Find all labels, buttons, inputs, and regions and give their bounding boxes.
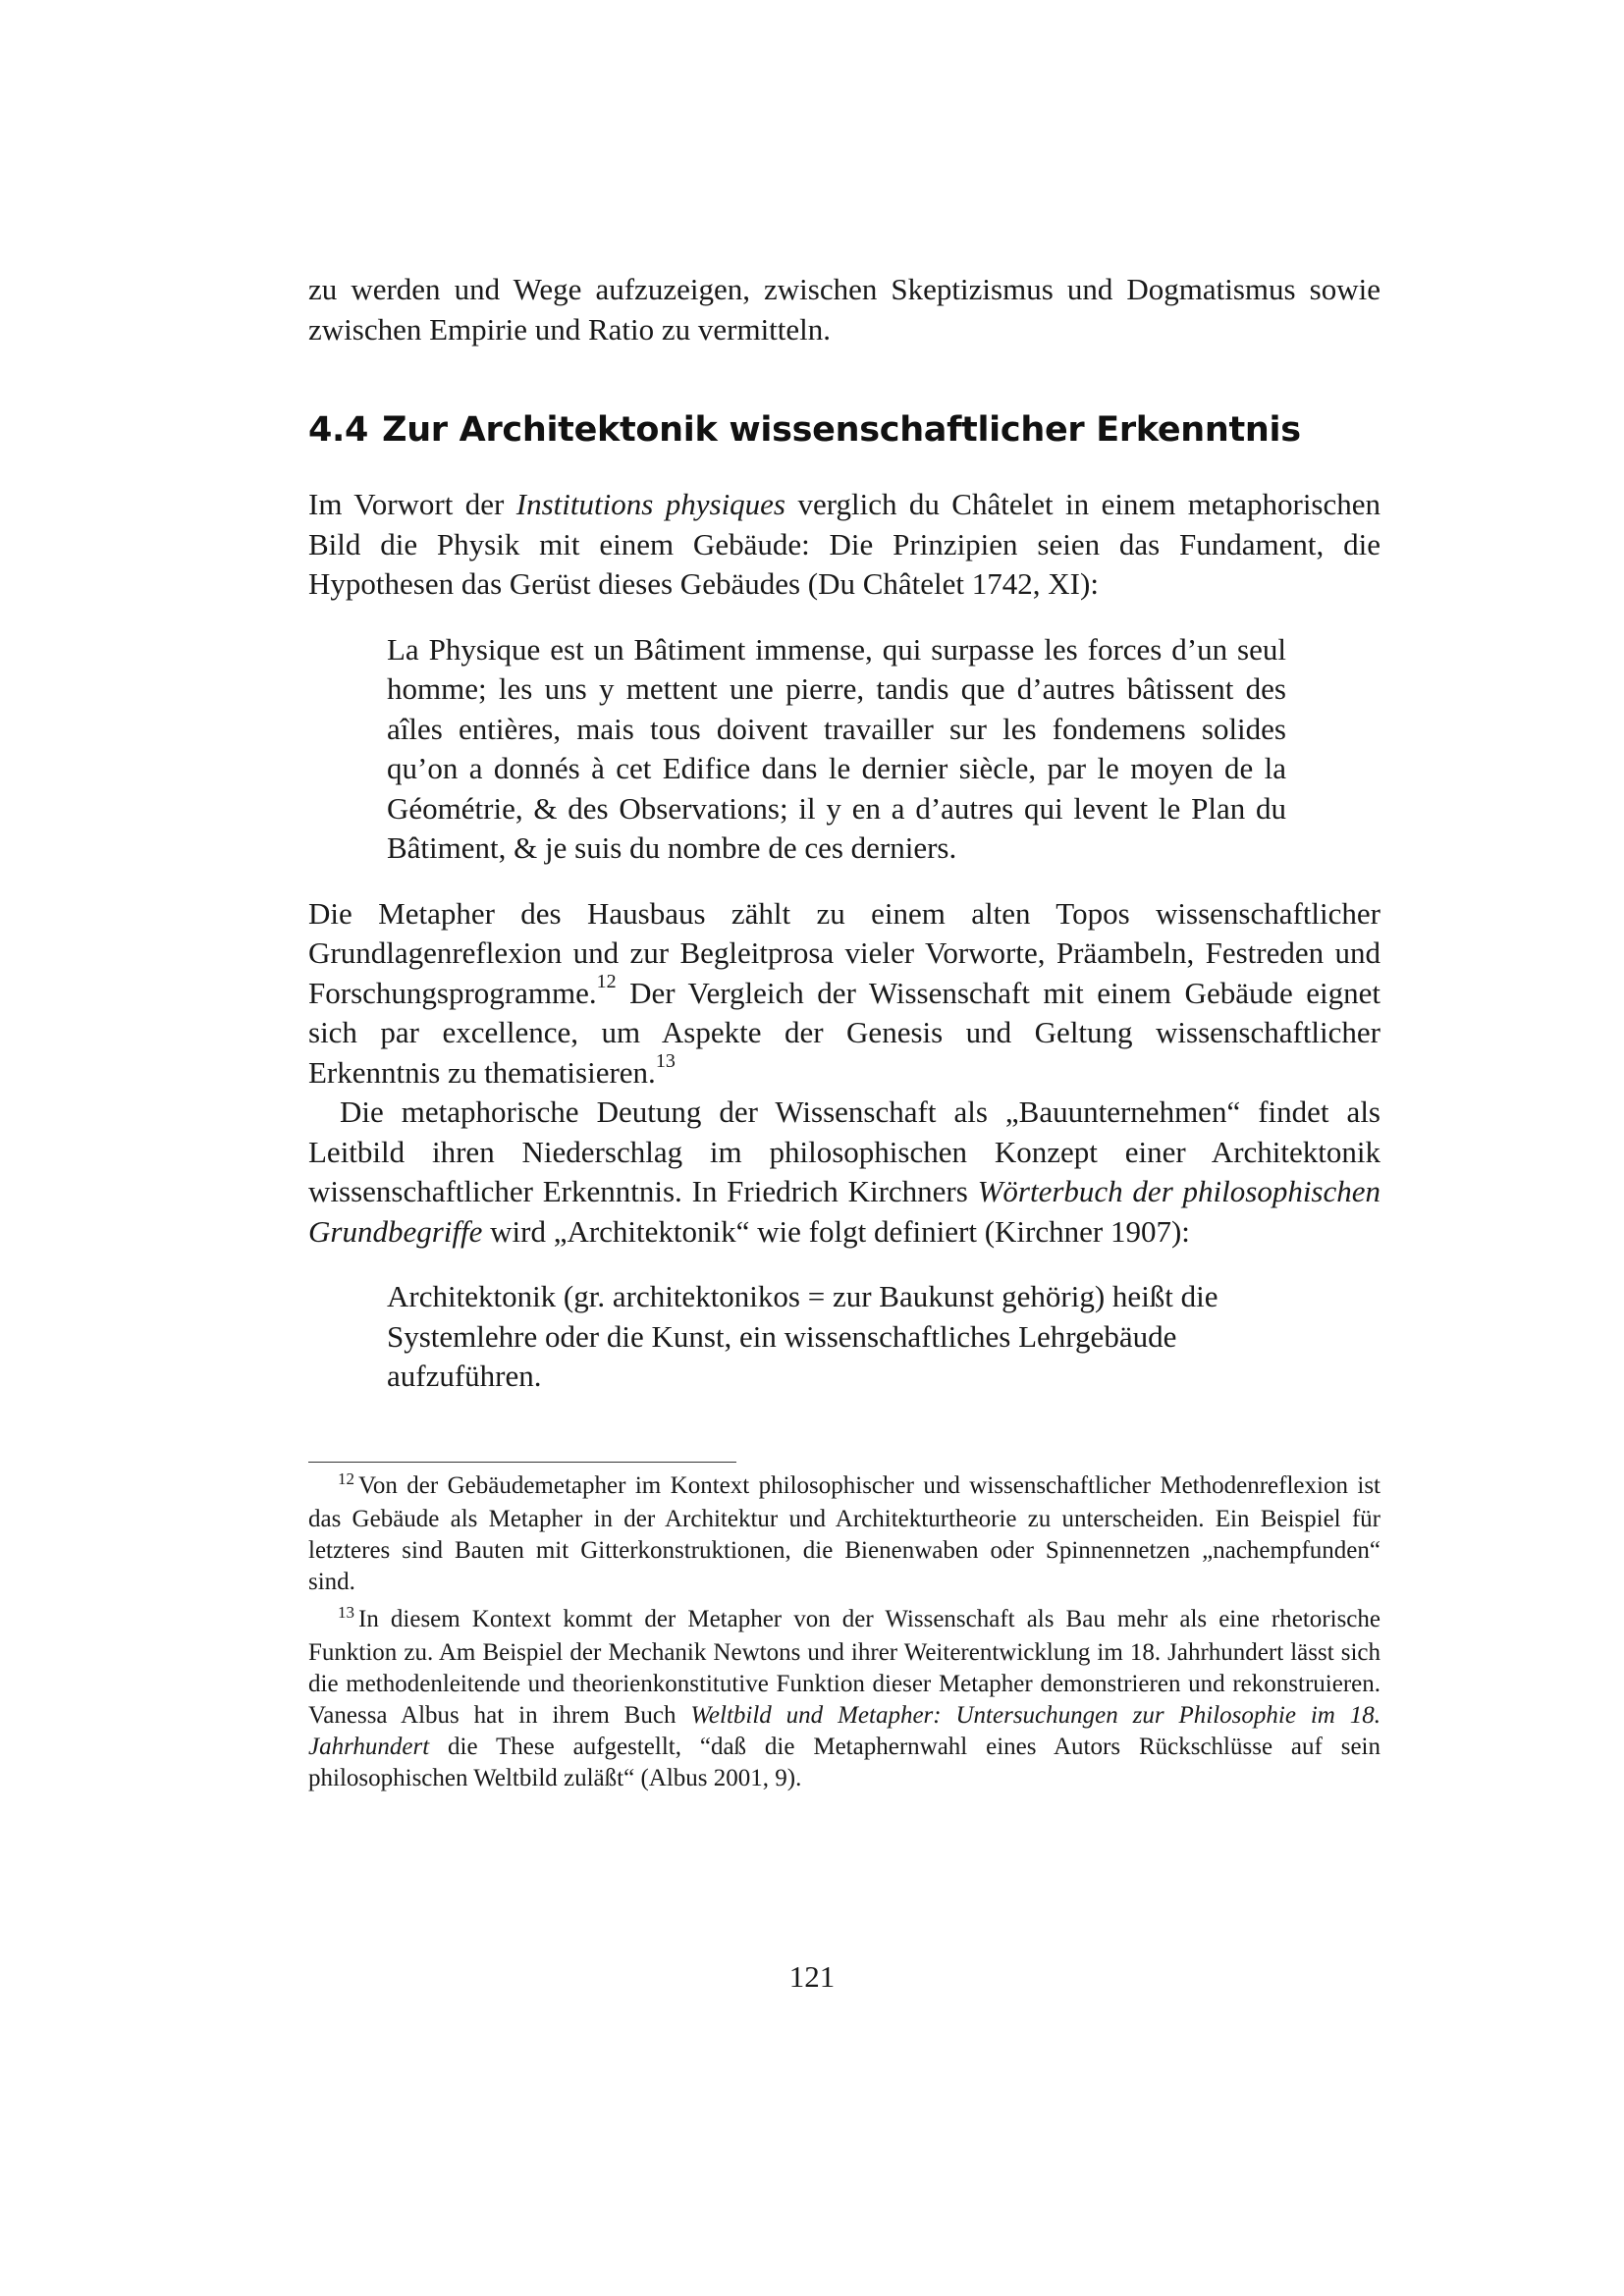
title-institutions-physiques: Institutions physiques xyxy=(515,487,786,521)
footnote-ref-13[interactable]: 13 xyxy=(655,1050,676,1073)
paragraph-vorwort-after: verglich du Châtelet in einem metaphorischen Bild die Physik mit einem Gebäude: Die Prinzipien seien das Fundament, die Hypothesen das Gerüst dieses Gebäudes (Du Châtelet 1742, XI): xyxy=(308,487,1381,601)
footnote-text-13-before: In diesem Kontext kommt der Metapher von der Wissenschaft als Bau mehr als eine rhetorische Funktion zu. Am Beispiel der Mechanik Newtons und ihrer Weiterentwicklung im 18. Jahrhundert lässt sich die methodenleitende und theorienkonstitutive Funktion dieser Metapher demonstrieren und rekonstruieren. Vanessa Albus hat in ihrem Buch xyxy=(308,1605,1380,1729)
paragraph-architektonik xyxy=(308,1093,1380,1252)
footnote-ref-12[interactable]: 12 xyxy=(596,971,617,993)
section-title: Zur Architektonik wissenschaftlicher Erkenntnis xyxy=(382,410,1301,450)
paragraph-hausbau-part2: Der Vergleich der Wissenschaft mit einem Gebäude eignet sich par excellence, um Aspekte der Genesis und Geltung wissenschaftlicher Erkenntnis zu thematisieren. xyxy=(308,975,1380,1090)
footnote-12 xyxy=(308,1470,1380,1598)
page-number: 121 xyxy=(788,1959,836,1994)
footnote-mark-13: 13 xyxy=(338,1602,354,1622)
paragraph-vorwort xyxy=(308,485,1380,605)
paragraph-hausbau xyxy=(308,894,1380,1094)
title-woerterbuch: Wörterbuch der philosophischen Grundbegriffe xyxy=(308,1174,1381,1249)
block-quote-kirchner: Architektonik (gr. architektonikos = zur Baukunst gehörig) heißt die Systemlehre oder die Kunst, ein wissenschaftliches Lehrgebäude aufzuführen. xyxy=(387,1279,1218,1393)
footnote-text-12: Von der Gebäudemetapher im Kontext philosophischer und wissenschaftlicher Methodenreflexion ist das Gebäude als Metapher in der Architektur und Architekturtheorie zu unterscheiden. Ein Beispiel für letzteres sind Bauten mit Gitterkonstruktionen, die Bienenwaben oder Spinnennetzen „nachempfunden“ sind. xyxy=(308,1471,1380,1595)
footnote-text-13-after: die These aufgestellt, “daß die Metaphernwahl eines Autors Rückschlüsse auf sein philosophischen Weltbild zuläßt“ (Albus 2001, 9). xyxy=(308,1733,1380,1791)
paragraph-hausbau-part1: Die Metapher des Hausbaus zählt zu einem alten Topos wissenschaftlicher Grundlagenreflexion und zur Begleitprosa vieler Vorworte, Präambeln, Festreden und Forschungsprogramme. xyxy=(308,895,1380,1010)
block-quote-chatelet: La Physique est un Bâtiment immense, qui surpasse les forces d’un seul homme; les uns y mettent une pierre, tandis que d’autres bâtissent des aîles entières, mais tous doivent travailler sur les fondemens solides qu’on a donnés à cet Edifice dans le dernier siècle, par le moyen de la Géométrie, & des Observations; il y en a d’autres qui levent le Plan du Bâtiment, & je suis du nombre de ces derniers. xyxy=(387,631,1286,865)
section-number: 4.4 xyxy=(308,410,369,450)
footnote-13 xyxy=(308,1604,1380,1794)
page-content xyxy=(308,270,1380,1794)
intro-paragraph: zu werden und Wege aufzuzeigen, zwischen Skeptizismus und Dogmatismus sowie zwischen Empirie und Ratio zu vermitteln. xyxy=(308,272,1380,347)
footnote-mark-12: 12 xyxy=(338,1468,354,1488)
paragraph-architektonik-part1: Die metaphorische Deutung der Wissenschaft als „Bauunternehmen“ findet als Leitbild ihren Niederschlag im philosophischen Konzept einer Architektonik wissenschaftlicher Erkenntnis. In Friedrich Kirchners xyxy=(308,1095,1380,1208)
title-weltbild-und-metapher: Weltbild und Metapher: Untersuchungen zur Philosophie im 18. Jahrhundert xyxy=(308,1701,1381,1760)
paragraph-architektonik-part2: wird „Architektonik“ wie folgt definiert (Kirchner 1907): xyxy=(482,1213,1190,1249)
paragraph-vorwort-before: Im Vorwort der xyxy=(308,487,516,521)
section-heading xyxy=(308,410,1380,450)
footnote-divider xyxy=(308,1462,736,1463)
